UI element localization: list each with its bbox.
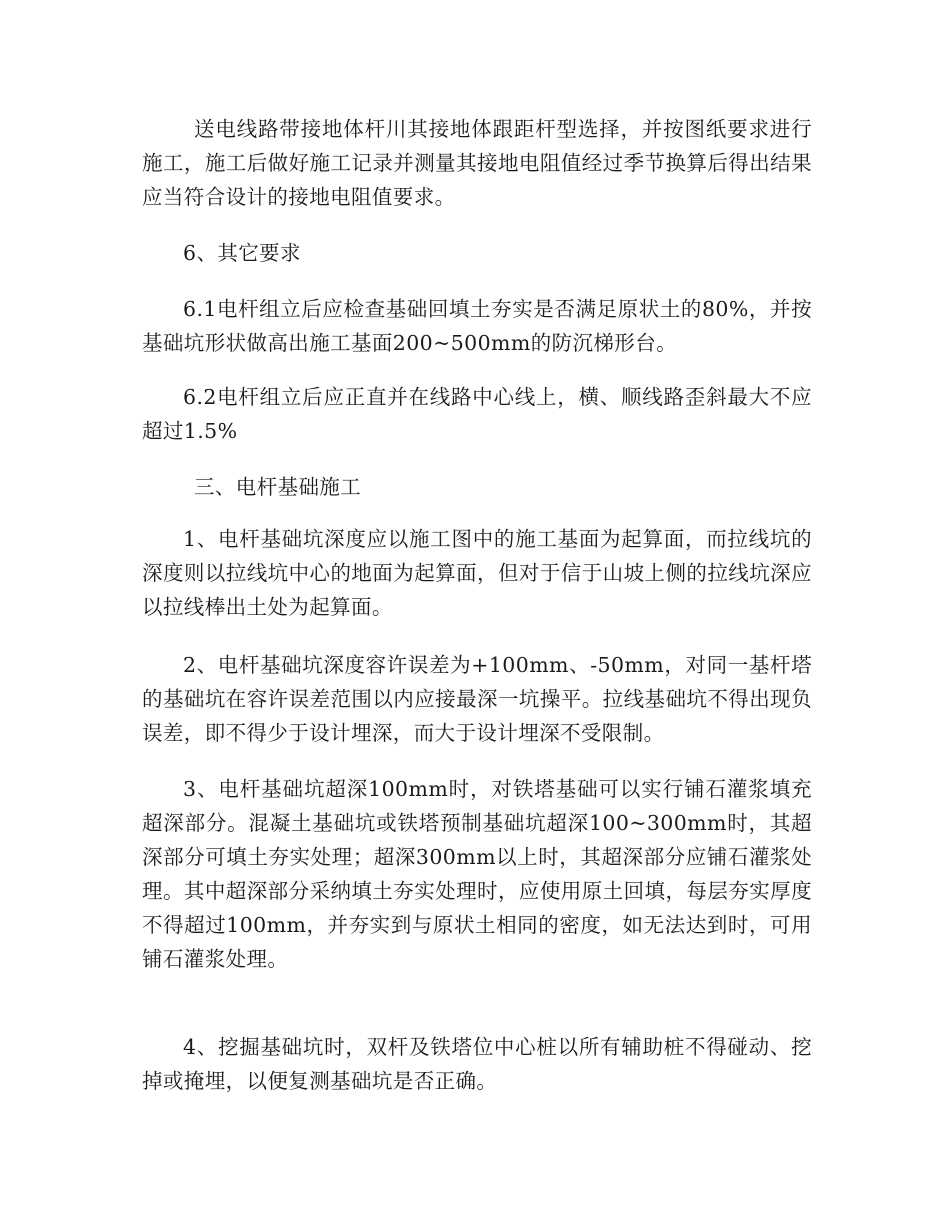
- paragraph-item-4: 4、挖掘基础坑时，双杆及铁塔位中心桩以所有辅助桩不得碰动、挖掉或掩埋，以便复测基础坑是否正确。: [142, 1035, 812, 1093]
- paragraph-item-2: 2、电杆基础坑深度容许误差为+100mm、-50mm，对同一基杆塔的基础坑在容许误差范围以内应接最深一坑操平。拉线基础坑不得出现负误差，即不得少于设计埋深，而大于设计埋深不受限制。: [142, 653, 812, 745]
- paragraph-item-1: 1、电杆基础坑深度应以施工图中的施工基面为起算面，而拉线坑的深度则以拉线坑中心的地面为起算面，但对于信于山坡上侧的拉线坑深应以拉线棒出土处为起算面。: [142, 527, 812, 619]
- heading-section-3: 三、电杆基础施工: [194, 475, 362, 499]
- paragraph-6-2: 6.2电杆组立后应正直并在线路中心线上，横、顺线路歪斜最大不应超过1.5%: [142, 385, 812, 443]
- paragraph-item-3: 3、电杆基础坑超深100mm时，对铁塔基础可以实行铺石灌浆填充超深部分。混凝土基础坑或铁塔预制基础坑超深100~300mm时，其超深部分可填土夯实处理；超深300mm以上时，其超深部分应铺石灌浆处理。其中超深部分采纳填土夯实处理时，应使用原土回填，每层夯实厚度不得超过100mm，并夯实到与原状土相同的密度，如无法达到时，可用铺石灌浆处理。: [142, 777, 812, 971]
- paragraph-grounding: 送电线路带接地体杆川其接地体跟距杆型选择，并按图纸要求进行施工，施工后做好施工记录并测量其接地电阻值经过季节换算后得出结果应当符合设计的接地电阻值要求。: [142, 117, 812, 209]
- heading-other-requirements: 6、其它要求: [183, 241, 301, 265]
- paragraph-6-1: 6.1电杆组立后应检查基础回填土夯实是否满足原状土的80%，并按基础坑形状做高出施工基面200~500mm的防沉梯形台。: [142, 297, 812, 355]
